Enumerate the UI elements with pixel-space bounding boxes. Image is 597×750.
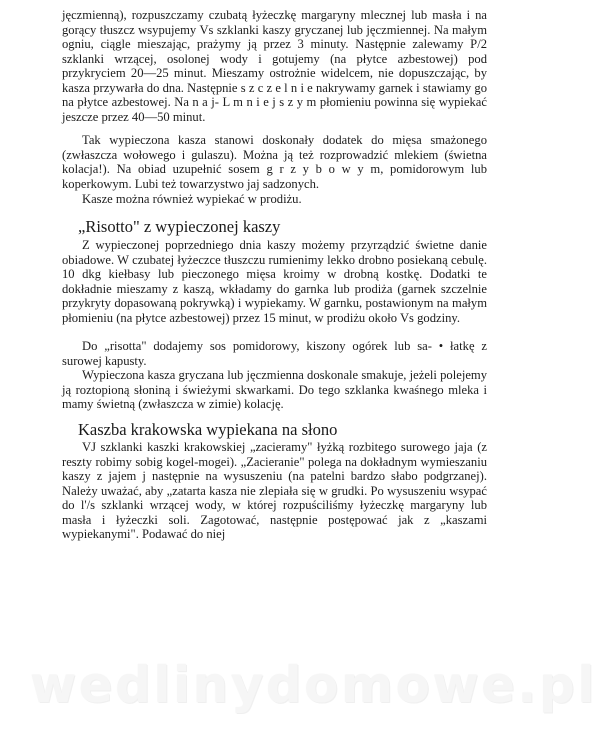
watermark: wedlinydomowe.pl — [30, 656, 597, 714]
paragraph-risotto-recipe: Z wypieczonej poprzedniego dnia kaszy możemy przyrządzić świetne danie obiadowe. W czubatej łyżeczce tłuszczu rumienimy lekko drobno posiekaną cebulę. 10 dkg kiełbasy lub pieczonego mięsa kroimy w drobną kostkę. Dodatki te dokładnie mieszamy z kaszą, wkładamy do garnka lub prodiża (garnek szczelnie przykryty dopasowaną pokrywką) i wypiekamy. W garnku, postawionym na małym płomieniu (na płytce azbestowej) przez 15 minut, w prodiżu około Vs godziny. — [62, 238, 487, 325]
paragraph-jeczmienna-continuation: jęczmienną), rozpuszczamy czubatą łyżeczkę margaryny mlecznej lub masła i na gorący tłuszcz wsypujemy Vs szklanki kaszy gryczanej lub jęczmiennej. Na małym ogniu, ciągle mieszając, prażymy ją przez 3 minuty. Następnie zalewamy P/2 szklanki wrzącej, osolonej wody i gotujemy (na płytce azbestowej) pod przykryciem 20—25 minut. Mieszamy ostrożnie widelcem, nie dopuszczając, by kasza przywarła do dna. Następnie s z c z e l n i e nakrywamy garnek i stawiamy go na płytce azbestowej. Na n a j- L m n i e j s z y m płomieniu powinna się wypiekać jeszcze przez 40—50 minut. — [62, 8, 487, 124]
heading-risotto: „Risotto" z wypieczonej kaszy — [78, 217, 281, 236]
heading-kaszba-krakowska: Kaszba krakowska wypiekana na słono — [78, 420, 338, 439]
paragraph-prodiz-note: Kasze można również wypiekać w prodiżu. — [82, 192, 302, 206]
paragraph-baked-kasza-supper: Wypieczona kasza gryczana lub jęczmienna doskonale smakuje, jeżeli polejemy ją roztopioną słoniną i świeżymi skwarkami. Do tego szklanka kwaśnego mleka i mamy świetną (zwłaszcza w zimie) kolację. — [62, 368, 487, 411]
paragraph-risotto-sides: Do „risotta" dodajemy sos pomidorowy, kiszony ogórek lub sa- • łatkę z surowej kapusty. — [62, 339, 487, 368]
paragraph-kaszba-recipe: VJ szklanki kaszki krakowskiej „zacieramy" łyżką rozbitego surowego jaja (z reszty robimy sobig kogel-mogei). „Zacieranie" polega na dokładnym wymieszaniu kaszy z jajem j następnie na wysuszeniu (na patelni bardzo słabo podgrzanej). Należy uważać, aby „zatarta kasza nie zlepiała się w grudki. Po wysuszeniu wsypać do l'/s szklanki wrzącej wody, w której rozpuściliśmy łyżeczkę margaryny lub masła i łyżeczki soli. Zagotować, następnie postępować jak z „kaszami wypiekanymi". Podawać do niej — [62, 440, 487, 541]
paragraph-serving-suggestions: Tak wypieczona kasza stanowi doskonały dodatek do mięsa smażonego (zwłaszcza wołowego i gulaszu). Można ją też rozprowadzić mlekiem (świetna kolacja!). Na obiad uzupełnić sosem g r z y b o w y m, pomidorowym lub koperkowym. Lubi też towarzystwo jaj sadzonych. — [62, 133, 487, 191]
